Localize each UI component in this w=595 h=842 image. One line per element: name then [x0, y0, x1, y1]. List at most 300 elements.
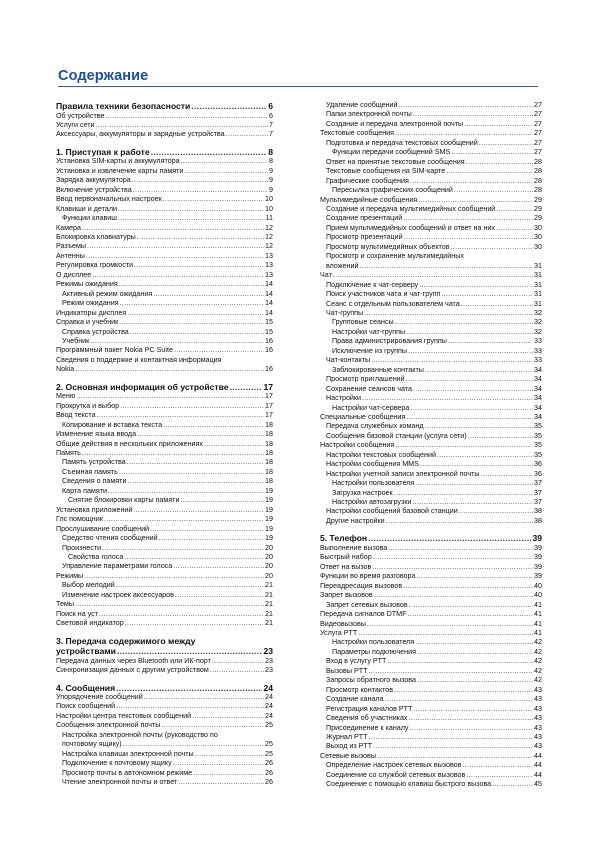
toc-entry[interactable]	[320, 177, 542, 186]
toc-entry[interactable]	[56, 515, 273, 524]
toc-entry-title: Настройки учетной записи электронной почты	[326, 469, 480, 478]
toc-page-number: 42	[534, 666, 542, 675]
toc-entry-title: 4. Сообщения	[56, 682, 116, 693]
toc-dot-leader	[406, 328, 533, 337]
toc-entry-title: Разъемы	[56, 242, 87, 251]
toc-entry[interactable]	[320, 347, 542, 356]
toc-entry[interactable]	[56, 261, 273, 270]
toc-entry[interactable]	[320, 695, 542, 704]
toc-entry-title: Соединение со службой сетевых вызовов	[326, 770, 466, 779]
toc-entry[interactable]	[320, 422, 542, 431]
toc-entry[interactable]	[56, 157, 273, 166]
toc-dot-leader	[451, 148, 533, 157]
toc-section-heading[interactable]	[56, 147, 273, 158]
toc-entry-title: Видеовызовы	[320, 619, 366, 628]
toc-page-number: 34	[534, 365, 542, 374]
toc-entry-title: Услуги сети	[56, 120, 95, 129]
toc-dot-leader	[102, 544, 264, 553]
toc-entry[interactable]	[320, 705, 542, 714]
toc-page-number: 29	[534, 214, 542, 223]
toc-entry[interactable]	[320, 337, 542, 346]
toc-entry[interactable]	[320, 281, 542, 290]
toc-entry[interactable]	[320, 110, 542, 119]
toc-dot-leader	[373, 553, 533, 562]
toc-page-number: 40	[534, 591, 542, 600]
toc-page-number: 43	[534, 732, 542, 741]
toc-dot-leader	[461, 300, 533, 309]
toc-page-number: 8	[268, 146, 273, 157]
toc-page-number: 43	[534, 704, 542, 713]
toc-page-number: 6	[269, 111, 273, 120]
toc-entry-title: Быстрый набор	[320, 553, 372, 562]
toc-entry-title: Упорядочение сообщений	[56, 693, 143, 702]
toc-entry[interactable]	[320, 752, 542, 761]
toc-entry[interactable]	[56, 402, 273, 411]
toc-entry-title: Настройки сообщения	[320, 441, 395, 450]
toc-dot-leader	[403, 582, 533, 591]
toc-dot-leader	[105, 112, 268, 121]
toc-entry[interactable]	[56, 242, 273, 251]
toc-entry[interactable]	[320, 432, 542, 441]
toc-entry-title: Создание канала	[326, 695, 384, 704]
toc-entry[interactable]	[320, 271, 542, 280]
toc-entry-title: Меню	[56, 392, 76, 401]
toc-dot-leader	[413, 385, 533, 394]
toc-entry[interactable]	[56, 534, 273, 543]
toc-dot-leader	[75, 600, 264, 609]
toc-entry[interactable]	[56, 657, 273, 666]
toc-entry[interactable]	[320, 572, 542, 581]
toc-entry[interactable]	[320, 394, 542, 403]
toc-entry-title: Включение устройства	[56, 185, 132, 194]
toc-dot-leader	[151, 147, 268, 158]
toc-entry[interactable]	[56, 778, 273, 787]
toc-entry[interactable]	[320, 366, 542, 375]
toc-entry[interactable]	[56, 759, 273, 768]
toc-entry[interactable]	[56, 392, 273, 401]
toc-entry[interactable]	[320, 167, 542, 176]
toc-entry[interactable]	[320, 120, 542, 129]
toc-page-number: 41	[534, 628, 542, 637]
toc-entry[interactable]	[56, 186, 273, 195]
toc-entry[interactable]	[56, 299, 273, 308]
toc-entry-title: Сведения о памяти	[62, 477, 127, 486]
toc-dot-leader	[99, 610, 264, 619]
toc-entry[interactable]	[320, 441, 542, 450]
toc-entry[interactable]	[320, 233, 542, 242]
toc-dot-leader	[369, 733, 534, 742]
toc-page-number: 43	[534, 714, 542, 723]
toc-entry[interactable]	[320, 582, 542, 591]
toc-entry[interactable]	[320, 724, 542, 733]
toc-dot-leader	[125, 619, 264, 628]
toc-entry[interactable]	[320, 686, 542, 695]
toc-entry-title: Чат-группы	[326, 308, 364, 317]
toc-entry-title: Nokia	[56, 365, 75, 374]
toc-dot-leader	[116, 581, 264, 590]
toc-entry-title: Справка устройства	[62, 327, 129, 336]
toc-entry[interactable]	[320, 158, 542, 167]
toc-dot-leader	[84, 572, 264, 581]
toc-page-number: 12	[265, 223, 273, 232]
toc-entry-title: Переадресация вызовов	[320, 581, 403, 590]
toc-entry[interactable]	[320, 290, 542, 299]
toc-entry-title: Передача данных через Bluetooth или ИК-порт	[56, 656, 211, 665]
toc-entry[interactable]	[320, 328, 542, 337]
toc-entry[interactable]	[320, 761, 542, 770]
toc-page-number: 31	[534, 271, 542, 280]
toc-entry-title: Сообщения электронной почты	[56, 721, 161, 730]
toc-dot-leader	[123, 740, 264, 749]
toc-entry[interactable]	[56, 112, 273, 121]
toc-entry[interactable]	[56, 553, 273, 562]
toc-dot-leader	[403, 214, 533, 223]
toc-dot-leader	[127, 458, 264, 467]
toc-entry-line[interactable]: Настройка электронной почты (руководство по	[62, 730, 218, 739]
toc-entry[interactable]	[56, 487, 273, 496]
toc-dot-leader	[119, 280, 264, 289]
toc-entry-title: Услуга PTT	[320, 628, 358, 637]
toc-dot-leader	[127, 309, 264, 318]
toc-entry[interactable]	[320, 224, 542, 233]
toc-entry[interactable]	[56, 346, 273, 355]
toc-entry[interactable]	[56, 769, 273, 778]
toc-page-number: 14	[265, 280, 273, 289]
toc-entry-title: Прокрутка и выбор	[56, 401, 120, 410]
toc-entry[interactable]	[320, 629, 542, 638]
toc-entry[interactable]	[56, 693, 273, 702]
toc-page-number: 39	[534, 553, 542, 562]
toc-entry-title: Прослушивание сообщений	[56, 524, 150, 533]
toc-page-number: 30	[534, 223, 542, 232]
toc-section-heading[interactable]	[56, 382, 273, 393]
toc-dot-leader	[161, 721, 264, 730]
toc-entry[interactable]	[56, 477, 273, 486]
toc-entry[interactable]	[56, 600, 273, 609]
toc-page-number: 18	[265, 420, 273, 429]
toc-entry[interactable]	[320, 404, 542, 413]
toc-page-number: 9	[269, 185, 273, 194]
toc-page-number: 25	[265, 749, 273, 758]
toc-entry[interactable]	[56, 130, 273, 139]
toc-page-number: 7	[269, 120, 273, 129]
toc-page-number: 28	[534, 176, 542, 185]
toc-section-heading[interactable]	[56, 683, 273, 694]
toc-dot-leader	[362, 394, 533, 403]
toc-entry-title: Режим ожидания	[62, 299, 119, 308]
toc-entry[interactable]	[56, 176, 273, 185]
toc-page-number: 23	[263, 646, 273, 657]
toc-entry[interactable]	[320, 553, 542, 562]
toc-entry[interactable]	[56, 421, 273, 430]
toc-entry[interactable]	[320, 375, 542, 384]
toc-entry[interactable]	[56, 562, 273, 571]
toc-entry[interactable]	[320, 262, 542, 271]
toc-entry[interactable]	[56, 468, 273, 477]
toc-page-number: 37	[534, 498, 542, 507]
toc-entry[interactable]	[56, 167, 273, 176]
toc-entry[interactable]	[56, 496, 273, 505]
toc-entry[interactable]	[320, 563, 542, 572]
toc-entry[interactable]	[56, 290, 273, 299]
toc-page-number: 38	[534, 516, 542, 525]
toc-dot-leader	[163, 421, 264, 430]
toc-entry[interactable]	[320, 318, 542, 327]
toc-entry[interactable]	[56, 328, 273, 337]
toc-page-number: 19	[265, 505, 273, 514]
toc-entry[interactable]	[320, 196, 542, 205]
toc-page-number: 20	[265, 562, 273, 571]
toc-dot-leader	[364, 309, 533, 318]
toc-entry[interactable]	[320, 676, 542, 685]
toc-dot-leader	[417, 676, 533, 685]
toc-page-number: 21	[265, 581, 273, 590]
toc-page-number: 28	[534, 157, 542, 166]
toc-entry[interactable]	[56, 365, 273, 374]
toc-entry[interactable]	[56, 666, 273, 675]
toc-page-number: 25	[265, 740, 273, 749]
toc-entry[interactable]	[320, 470, 542, 479]
toc-page-number: 39	[534, 543, 542, 552]
toc-entry[interactable]	[56, 458, 273, 467]
toc-entry[interactable]	[320, 742, 542, 751]
toc-dot-leader	[226, 130, 268, 139]
toc-entry[interactable]	[320, 101, 542, 110]
toc-entry[interactable]	[320, 610, 542, 619]
toc-dot-leader	[153, 290, 264, 299]
toc-dot-leader	[96, 121, 269, 130]
toc-dot-leader	[192, 712, 264, 721]
toc-entry-line[interactable]: Сведения о поддержке и контактная информация	[56, 355, 222, 364]
toc-entry-title: Световой индикатор	[56, 619, 124, 628]
toc-entry-title: Присоединение к каналу	[326, 723, 409, 732]
toc-entry[interactable]	[56, 702, 273, 711]
toc-page-number: 21	[265, 600, 273, 609]
toc-page-number: 7	[269, 130, 273, 139]
toc-entry[interactable]	[56, 572, 273, 581]
toc-dot-leader	[184, 167, 268, 176]
toc-entry-title: Ответ на принятые текстовые сообщения	[326, 157, 465, 166]
toc-page-number: 19	[265, 515, 273, 524]
toc-entry[interactable]	[56, 271, 273, 280]
toc-entry[interactable]	[320, 186, 542, 195]
toc-entry[interactable]	[56, 252, 273, 261]
toc-entry[interactable]	[320, 205, 542, 214]
toc-page-number: 9	[269, 166, 273, 175]
toc-dot-leader	[333, 271, 533, 280]
toc-page-number: 16	[265, 346, 273, 355]
toc-entry[interactable]	[320, 507, 542, 516]
toc-entry[interactable]	[56, 506, 273, 515]
toc-entry[interactable]	[320, 451, 542, 460]
toc-dot-leader	[451, 243, 534, 252]
toc-entry[interactable]	[56, 591, 273, 600]
toc-entry[interactable]	[320, 648, 542, 657]
toc-entry-title: Групповые сеансы	[332, 318, 394, 327]
toc-entry-title: Специальные сообщения	[320, 412, 406, 421]
toc-entry-title: Чат	[320, 271, 332, 280]
toc-entry[interactable]	[320, 601, 542, 610]
toc-entry[interactable]	[320, 498, 542, 507]
toc-dot-leader	[92, 271, 264, 280]
toc-section-heading-line[interactable]: 3. Передача содержимого между	[56, 635, 196, 646]
toc-entry[interactable]	[56, 610, 273, 619]
toc-entry[interactable]	[56, 121, 273, 130]
toc-dot-leader	[163, 195, 264, 204]
toc-entry[interactable]	[320, 148, 542, 157]
toc-entry[interactable]	[320, 489, 542, 498]
toc-entry[interactable]	[56, 581, 273, 590]
toc-page-number: 34	[534, 403, 542, 412]
toc-page-number: 27	[534, 138, 542, 147]
toc-dot-leader	[359, 262, 533, 271]
toc-entry-title: Ввод первоначальных настроек	[56, 195, 162, 204]
section-spacer	[320, 526, 542, 533]
toc-entry[interactable]	[320, 243, 542, 252]
toc-entry[interactable]	[56, 280, 273, 289]
toc-entry[interactable]	[56, 544, 273, 553]
toc-entry[interactable]	[320, 300, 542, 309]
toc-entry-title: Настройки чат-сервера	[332, 403, 410, 412]
toc-dot-leader	[410, 724, 534, 733]
toc-page-number: 13	[265, 270, 273, 279]
toc-entry[interactable]	[320, 517, 542, 526]
toc-dot-leader	[420, 460, 533, 469]
toc-dot-leader	[181, 157, 268, 166]
toc-entry[interactable]	[320, 667, 542, 676]
toc-entry[interactable]	[56, 205, 273, 214]
toc-section-heading[interactable]	[56, 646, 273, 657]
toc-entry[interactable]	[320, 638, 542, 647]
toc-dot-leader	[479, 139, 533, 148]
toc-entry-title: 5. Телефон	[320, 533, 368, 544]
toc-page-number: 43	[534, 742, 542, 751]
toc-entry-title: Запросы обратного вызова	[326, 676, 416, 685]
toc-page-number: 32	[534, 308, 542, 317]
toc-column-right	[320, 101, 542, 790]
toc-entry-title: Подготовка и передача текстовых сообщений	[326, 138, 478, 147]
toc-page-number: 32	[534, 327, 542, 336]
toc-entry-title: Папки электронной почты	[326, 110, 412, 119]
toc-entry[interactable]	[320, 544, 542, 553]
toc-entry-title: Карта памяти	[62, 486, 107, 495]
toc-entry[interactable]	[56, 233, 273, 242]
toc-entry-title: Поиск участников чата и чат-групп	[326, 290, 441, 299]
toc-dot-leader	[368, 667, 533, 676]
toc-entry[interactable]	[56, 525, 273, 534]
toc-page-number: 43	[534, 723, 542, 732]
toc-entry-title: Об устройстве	[56, 111, 105, 120]
toc-page-number: 40	[534, 581, 542, 590]
toc-page-number: 24	[265, 693, 273, 702]
toc-entry[interactable]	[320, 356, 542, 365]
toc-entry-title: Активный режим ожидания	[62, 289, 153, 298]
toc-page-number: 26	[265, 759, 273, 768]
toc-entry[interactable]	[56, 721, 273, 730]
toc-page-number: 33	[534, 346, 542, 355]
toc-entry-title: Параметры подключения	[332, 647, 416, 656]
toc-entry[interactable]	[320, 591, 542, 600]
toc-entry[interactable]	[320, 385, 542, 394]
toc-dot-leader	[108, 487, 264, 496]
toc-column-left	[56, 101, 273, 788]
toc-entry-title: Регулировка громкости	[56, 261, 134, 270]
toc-dot-leader	[466, 158, 533, 167]
toc-entry[interactable]	[56, 318, 273, 327]
toc-entry[interactable]	[320, 460, 542, 469]
toc-entry-title: Запрет вызовов	[320, 591, 373, 600]
toc-entry-title: Исключение из группы	[332, 346, 408, 355]
toc-entry[interactable]	[56, 712, 273, 721]
toc-entry-title: О дисплее	[56, 270, 92, 279]
toc-entry-title: Установка SIM-карты и аккумулятора	[56, 157, 180, 166]
toc-page-number: 44	[534, 761, 542, 770]
toc-entry[interactable]	[56, 309, 273, 318]
toc-entry[interactable]	[320, 771, 542, 780]
toc-entry[interactable]	[56, 449, 273, 458]
toc-page-number: 31	[534, 290, 542, 299]
toc-entry-title: Изменение языка ввода	[56, 430, 137, 439]
toc-entry-title: Темы	[56, 600, 74, 609]
toc-page-number: 18	[265, 449, 273, 457]
toc-page-number: 18	[265, 430, 273, 439]
toc-page-number: 36	[534, 460, 542, 469]
toc-entry[interactable]	[56, 214, 273, 223]
toc-section-heading[interactable]	[320, 533, 542, 544]
toc-entry[interactable]	[320, 620, 542, 629]
toc-entry[interactable]	[320, 139, 542, 148]
toc-entry[interactable]	[320, 733, 542, 742]
toc-entry[interactable]	[320, 479, 542, 488]
toc-entry-title: Просмотр мультимедийных объектов	[326, 242, 450, 251]
toc-entry[interactable]	[56, 430, 273, 439]
toc-section-heading[interactable]	[56, 101, 273, 112]
toc-page-number: 38	[534, 507, 542, 516]
toc-entry[interactable]	[320, 657, 542, 666]
toc-page-number: 14	[265, 289, 273, 298]
toc-entry[interactable]	[320, 413, 542, 422]
toc-entry-title: Настройки пользователя	[332, 479, 415, 488]
toc-entry-title: Клавиши и детали	[56, 204, 117, 213]
toc-page-number: 31	[534, 261, 542, 270]
toc-page-number: 35	[534, 431, 542, 440]
toc-page-number: 39	[532, 533, 542, 544]
toc-entry[interactable]	[320, 214, 542, 223]
section-spacer	[56, 140, 273, 147]
toc-entry-line[interactable]: Просмотр и сохранение мультимедийных	[326, 252, 464, 261]
toc-entry[interactable]	[320, 309, 542, 318]
toc-entry[interactable]	[56, 619, 273, 628]
toc-entry[interactable]	[56, 224, 273, 233]
toc-dot-leader	[86, 252, 264, 261]
toc-entry[interactable]	[320, 129, 542, 138]
toc-entry[interactable]	[56, 740, 273, 749]
toc-entry[interactable]	[56, 750, 273, 759]
toc-dot-leader	[75, 365, 264, 374]
toc-entry[interactable]	[320, 780, 542, 789]
toc-entry[interactable]	[56, 440, 273, 449]
toc-entry[interactable]	[56, 195, 273, 204]
toc-entry[interactable]	[56, 337, 273, 346]
toc-entry[interactable]	[320, 714, 542, 723]
toc-dot-leader	[204, 440, 264, 449]
toc-page-number: 8	[269, 157, 273, 166]
toc-entry-title: Выход из PTT	[326, 742, 373, 751]
toc-page-number: 41	[534, 619, 542, 628]
toc-page-number: 23	[265, 656, 273, 665]
toc-entry-title: Настройки пользователя	[332, 638, 415, 647]
toc-entry[interactable]	[56, 411, 273, 420]
